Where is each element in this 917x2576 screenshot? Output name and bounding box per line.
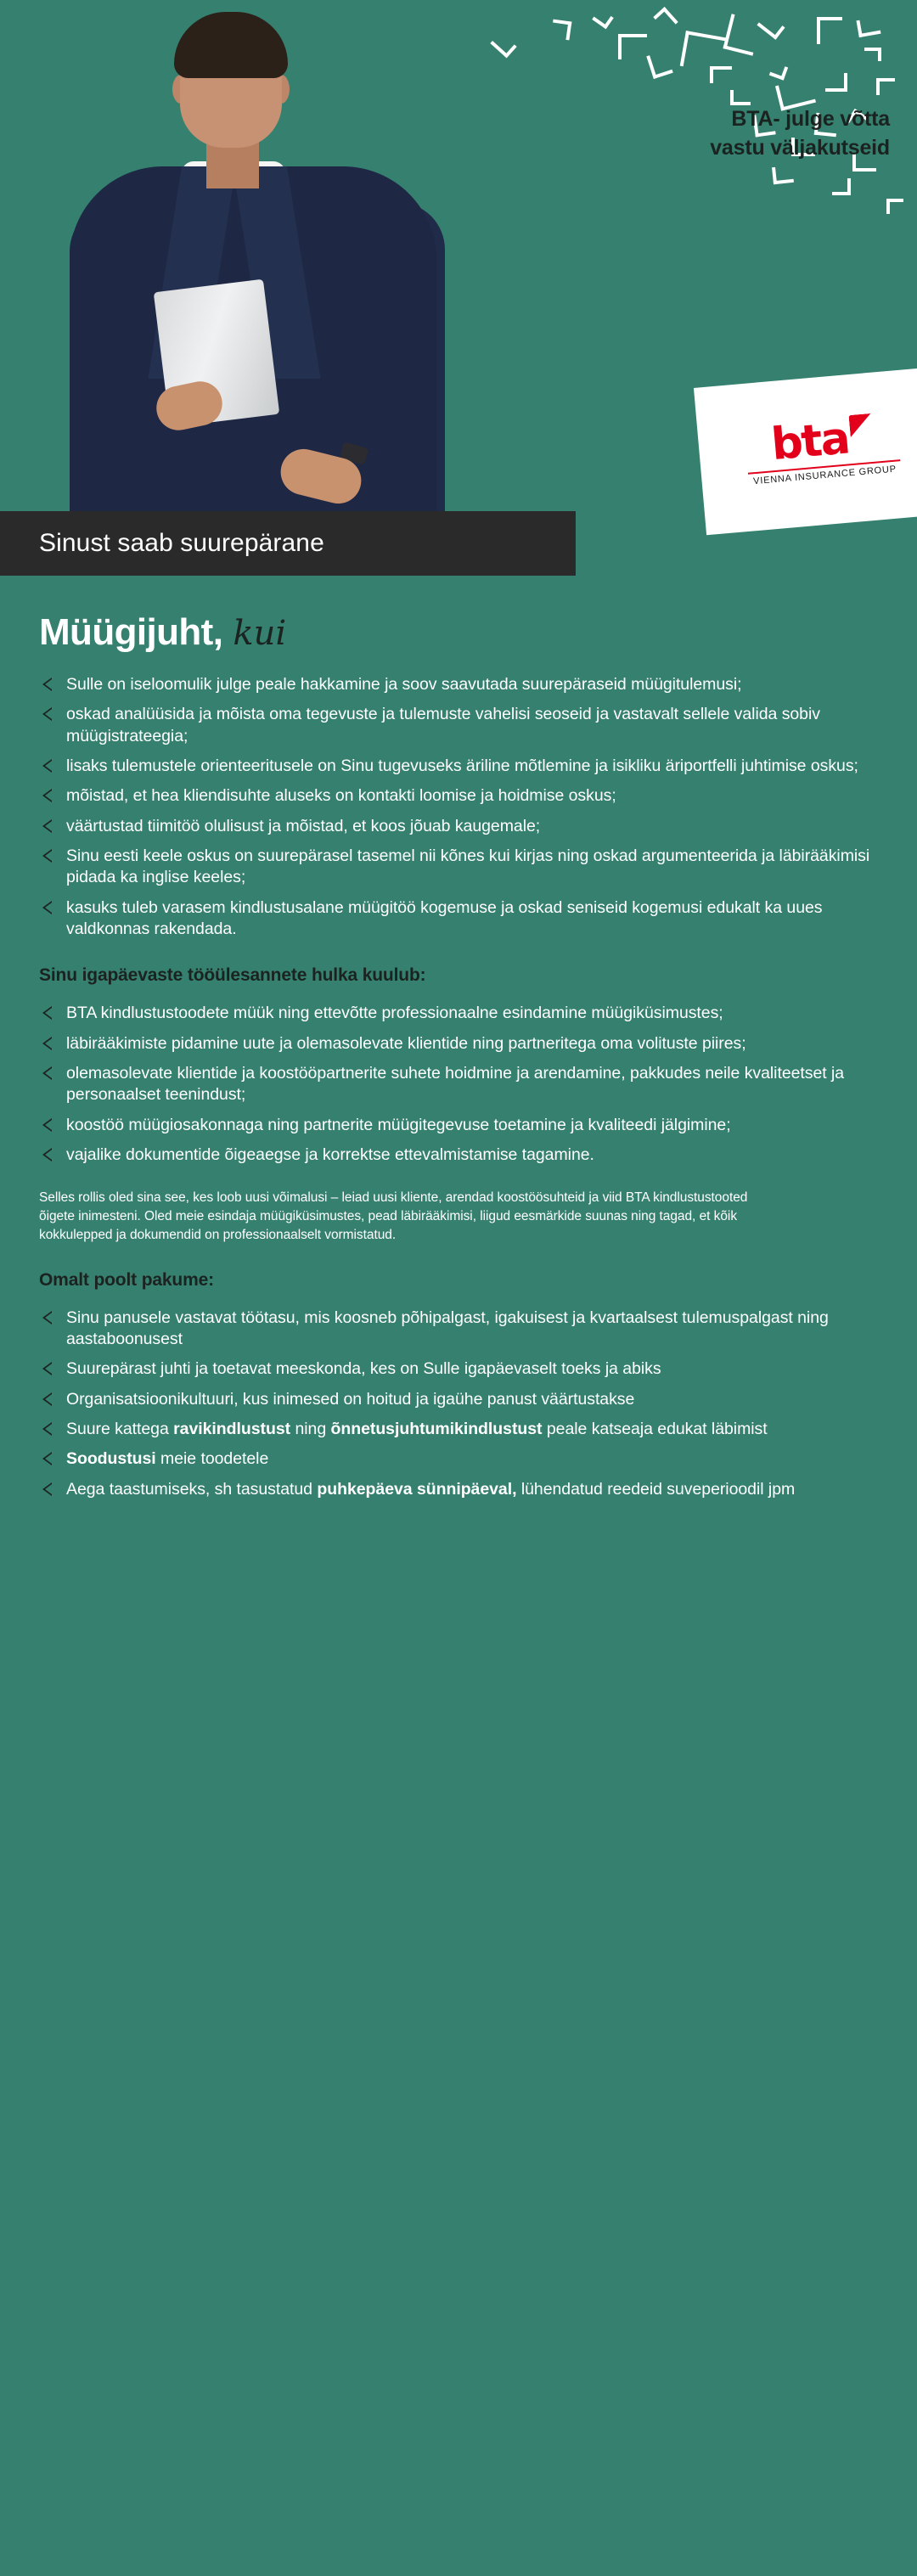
logo-wordmark: bta — [768, 412, 851, 470]
triangle-bullet-icon — [42, 1452, 52, 1465]
angle-mark-icon — [646, 50, 672, 79]
angle-mark-icon — [864, 48, 881, 61]
triangle-bullet-icon — [42, 707, 52, 721]
list-item — [39, 1479, 878, 1500]
job-title-main: Müügijuht, — [39, 611, 223, 653]
portrait-photo — [0, 0, 509, 560]
list-item-text: Sulle on iseloomulik julge peale hakkamine ja soov saavutada suurepäraseid müügitulemusi; — [66, 675, 742, 694]
triangle-bullet-icon — [42, 1006, 52, 1020]
list-item — [39, 785, 878, 807]
job-title-script: kui — [233, 614, 287, 653]
angle-mark-icon — [680, 31, 727, 73]
list-item-text: BTA kindlustustoodete müük ning ettevõtte professionaalne esindamine müügiküsimustes; — [66, 1004, 723, 1023]
requirements-list — [39, 674, 878, 940]
list-item — [39, 846, 878, 889]
triangle-bullet-icon — [42, 1422, 52, 1436]
hero-banner — [0, 511, 576, 576]
list-item-text: Soodustusi meie toodetele — [66, 1449, 269, 1469]
hero-tagline-line2: vastu väljakutseid — [710, 135, 890, 160]
angle-mark-icon — [876, 78, 895, 95]
list-item-text: Sinu eesti keele oskus on suurepärasel tasemel nii kõnes kui kirjas ning oskad argumenteerida ja läbirääkimisi pidada ka inglise keeles; — [66, 846, 870, 887]
list-item — [39, 1448, 878, 1470]
list-item — [39, 1003, 878, 1024]
list-item-text: lisaks tulemustele orienteeritusele on Sinu tugevuseks äriline mõtlemine ja isikliku äriportfelli juhtimise oskus; — [66, 756, 858, 776]
angle-mark-icon — [886, 199, 903, 214]
angle-mark-icon — [856, 17, 880, 37]
list-item-text: Sinu panusele vastavat töötasu, mis koosneb põhipalgast, igakuisest ja kvartaalsest tulemuspalgast ning aastaboonusest — [66, 1308, 829, 1348]
logo-subtitle: VIENNA INSURANCE GROUP — [752, 464, 897, 487]
duties-heading: Sinu igapäevaste tööülesannete hulka kuulub: — [39, 965, 426, 986]
photo-hair — [174, 12, 288, 78]
hero-tagline-line1: BTA- julge võtta — [731, 107, 890, 131]
list-item-text: koostöö müügiosakonnaga ning partnerite müügitegevuse toetamine ja kvaliteedi jälgimine; — [66, 1115, 731, 1134]
triangle-bullet-icon — [42, 901, 52, 914]
decorative-angle-marks — [475, 0, 917, 357]
angle-mark-icon — [551, 20, 572, 41]
triangle-bullet-icon — [42, 1066, 52, 1080]
job-content — [0, 577, 917, 1500]
angle-mark-icon — [710, 66, 732, 83]
angle-mark-icon — [772, 166, 794, 184]
list-item-text: läbirääkimiste pidamine uute ja olemasolevate klientide ning partneritega oma volituste piires; — [66, 1033, 746, 1053]
triangle-bullet-icon — [42, 819, 52, 833]
list-item — [39, 1419, 878, 1440]
logo-wordmark-row — [768, 412, 875, 470]
angle-mark-icon — [723, 14, 761, 55]
angle-mark-icon — [592, 8, 614, 30]
list-item-text: kasuks tuleb varasem kindlustusalane müügitöö kogemuse ja oskad seniseid kogemusi edukalt ka uues valdkonnas rakendada. — [66, 897, 823, 939]
list-item — [39, 756, 878, 777]
list-item — [39, 704, 878, 747]
list-item — [39, 1033, 878, 1055]
list-item — [39, 1389, 878, 1410]
logo-flag-icon — [848, 413, 872, 437]
list-item — [39, 897, 878, 941]
list-item-text: oskad analüüsida ja mõista oma tegevuste ja tulemuste vahelisi seoseid ja vastavalt sellele valida sobiv müügistrateegia; — [66, 705, 820, 745]
hero-banner-text: Sinust saab suurepärane — [39, 529, 324, 557]
angle-mark-icon — [757, 13, 785, 39]
list-item — [39, 1308, 878, 1351]
list-item-text: mõistad, et hea kliendisuhte aluseks on kontakti loomise ja hoidmise oskus; — [66, 786, 616, 806]
list-item — [39, 1115, 878, 1136]
triangle-bullet-icon — [42, 849, 52, 863]
bta-logo-card — [694, 367, 917, 536]
triangle-bullet-icon — [42, 1392, 52, 1406]
triangle-bullet-icon — [42, 1037, 52, 1050]
angle-mark-icon — [817, 17, 842, 44]
hero-section — [0, 0, 917, 577]
list-item-text: Aega taastumiseks, sh tasustatud puhkepäeva sünnipäeval, lühendatud reedeid suveperioodil jpm — [66, 1479, 796, 1499]
list-item-text: olemasolevate klientide ja koostööpartnerite suhete hoidmine ja arendamine, pakkudes neile kvaliteetset ja personaalset teenindust; — [66, 1064, 845, 1105]
list-item-text: vajalike dokumentide õigeaegse ja korrektse ettevalmistamise tagamine. — [66, 1145, 594, 1165]
angle-mark-icon — [653, 7, 678, 32]
triangle-bullet-icon — [42, 678, 52, 691]
angle-mark-icon — [825, 73, 847, 92]
list-item-text: Suure kattega ravikindlustust ning õnnetusjuhtumikindlustust peale katseaja edukat läbimist — [66, 1419, 768, 1438]
list-item — [39, 674, 878, 695]
angle-mark-icon — [832, 178, 851, 195]
triangle-bullet-icon — [42, 1118, 52, 1132]
triangle-bullet-icon — [42, 1482, 52, 1496]
triangle-bullet-icon — [42, 1362, 52, 1375]
angle-mark-icon — [730, 90, 751, 105]
duties-list — [39, 1003, 878, 1166]
triangle-bullet-icon — [42, 1311, 52, 1325]
angle-mark-icon — [618, 34, 647, 59]
list-item — [39, 1145, 878, 1166]
triangle-bullet-icon — [42, 759, 52, 773]
page-title — [39, 611, 878, 654]
list-item-text: Suurepärast juhti ja toetavat meeskonda, kes on Sulle igapäevaselt toeks ja abiks — [66, 1359, 661, 1379]
hero-tagline — [567, 105, 890, 162]
list-item-text: väärtustad tiimitöö olulisust ja mõistad, et koos jõuab kaugemale; — [66, 816, 541, 835]
list-item — [39, 1063, 878, 1106]
list-item — [39, 1358, 878, 1380]
list-item-text: Organisatsioonikultuuri, kus inimesed on hoitud ja igaühe panust väärtustakse — [66, 1389, 635, 1409]
offers-list — [39, 1308, 878, 1500]
triangle-bullet-icon — [42, 1148, 52, 1161]
offer-heading: Omalt poolt pakume: — [39, 1269, 215, 1290]
role-blurb: Selles rollis oled sina see, kes loob uusi võimalusi – leiad uusi kliente, arendad koostöösuhteid ja viid BTA kindlustustooted õigete inimesteni. Oled meie esindaja müügiküsimustes, pead läbirääkimisi, liigud eesmärkide suunas ning tagad, et kõik kokkulepped ja dokumendid on professionaalselt vormistatud. — [39, 1190, 748, 1242]
list-item — [39, 816, 878, 837]
triangle-bullet-icon — [42, 789, 52, 802]
angle-mark-icon — [769, 62, 788, 80]
